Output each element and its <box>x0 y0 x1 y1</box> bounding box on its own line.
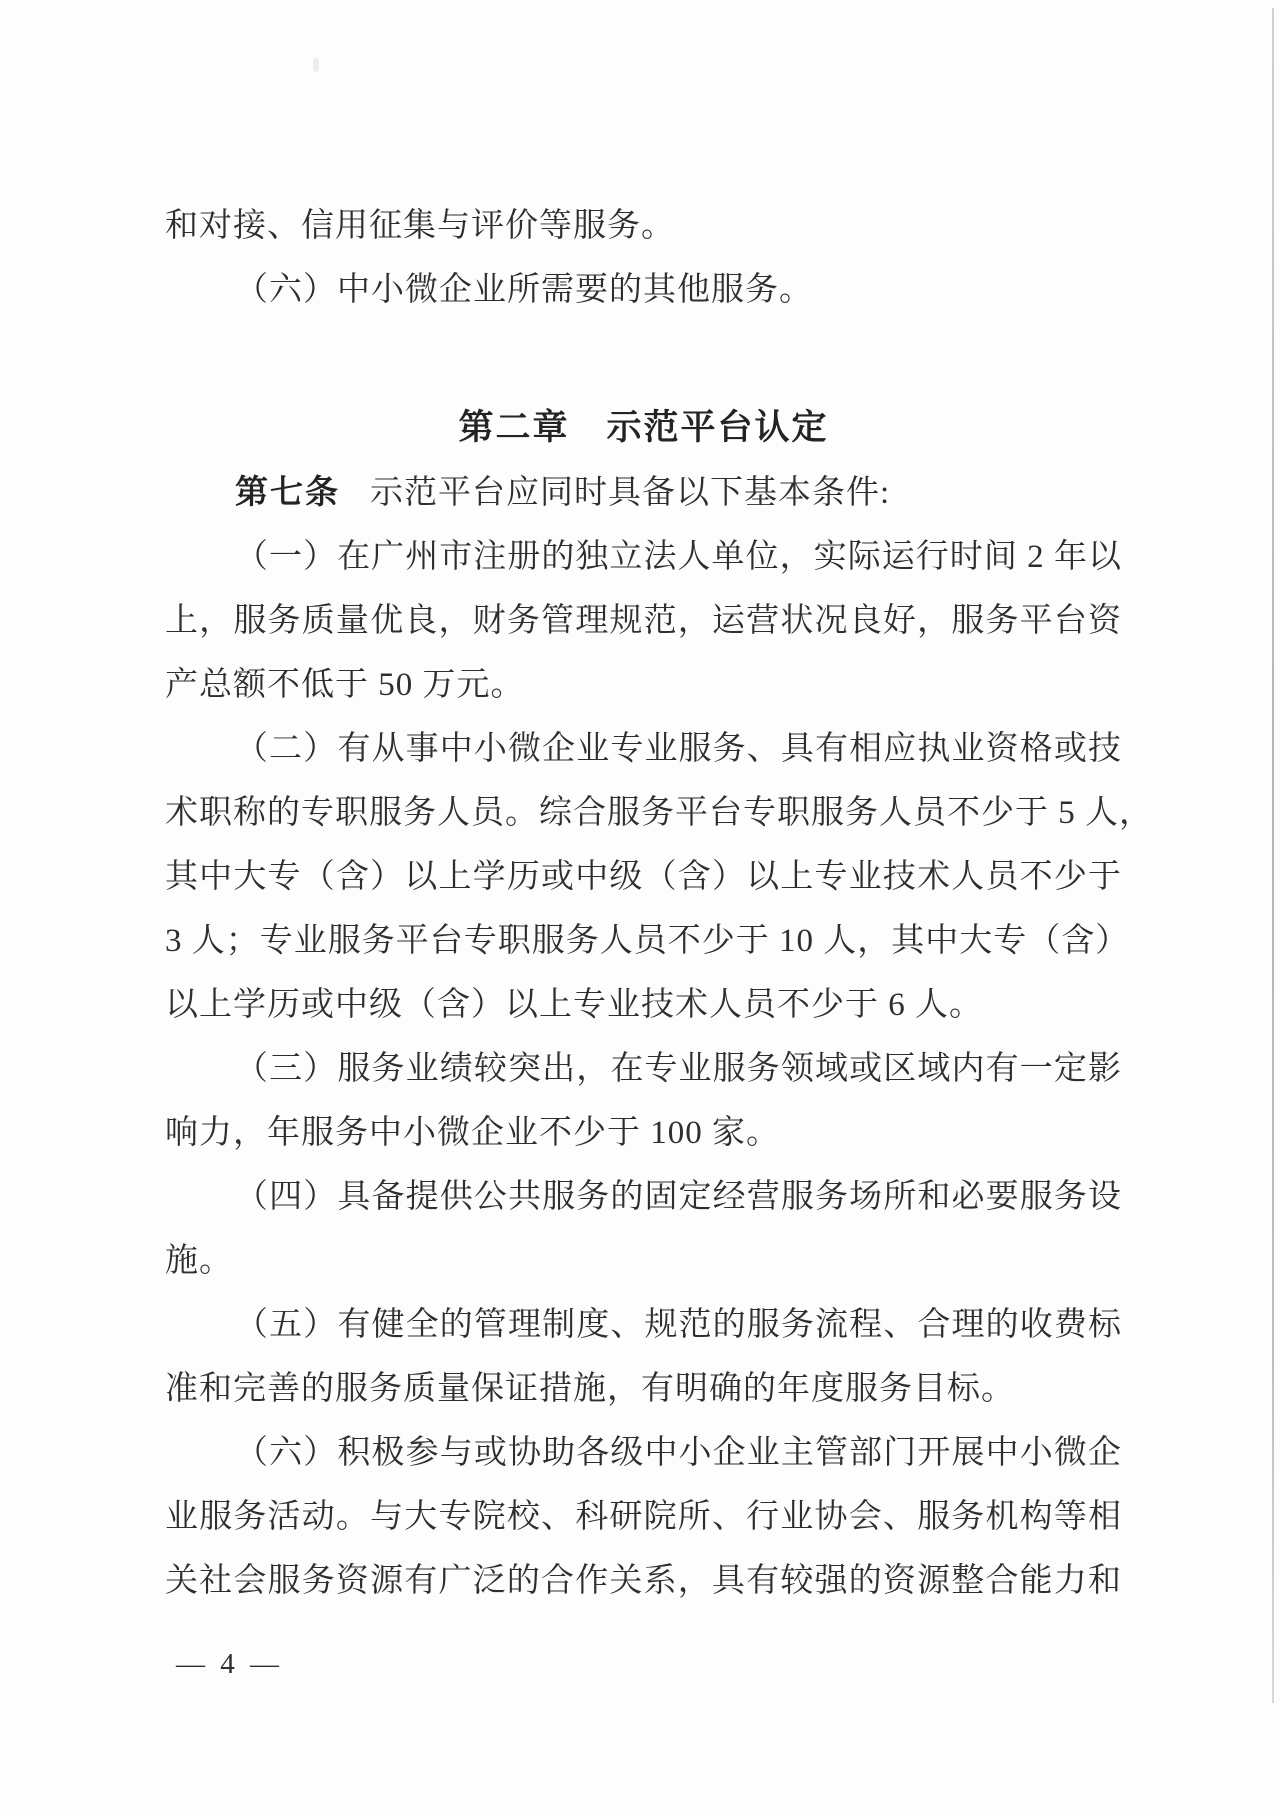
item-2-line-4: 3 人；专业服务平台专职服务人员不少于 10 人，其中大专（含） <box>165 923 1130 959</box>
item-2-line-5: 以上学历或中级（含）以上专业技术人员不少于 6 人。 <box>165 987 983 1023</box>
item-6-line-3: 关社会服务资源有广泛的合作关系，具有较强的资源整合能力和 <box>165 1563 1122 1599</box>
chapter-heading: 第二章 示范平台认定 <box>458 408 829 447</box>
item-6-line-2: 业服务活动。与大专院校、科研院所、行业协会、服务机构等相 <box>165 1499 1122 1535</box>
item-4-line-1: （四）具备提供公共服务的固定经营服务场所和必要服务设 <box>235 1179 1122 1215</box>
text-column <box>165 194 1153 1613</box>
item-2-line-1: （二）有从事中小微企业专业服务、具有相应执业资格或技 <box>235 731 1122 767</box>
clause-six-prev-article-line: （六）中小微企业所需要的其他服务。 <box>235 272 813 308</box>
item-1-line-1: （一）在广州市注册的独立法人单位，实际运行时间 2 年以 <box>235 539 1122 575</box>
article-7-intro: 示范平台应同时具备以下基本条件: <box>370 475 891 511</box>
article-7-label: 第七条 <box>235 473 340 510</box>
item-1-line-3: 产总额不低于 50 万元。 <box>165 667 525 703</box>
scan-speck-artifact <box>313 58 319 72</box>
item-3-line-1: （三）服务业绩较突出，在专业服务领域或区域内有一定影 <box>235 1051 1122 1087</box>
item-2-line-2: 术职称的专职服务人员。综合服务平台专职服务人员不少于 5 人， <box>165 795 1153 831</box>
item-2-line-3: 其中大专（含）以上学历或中级（含）以上专业技术人员不少于 <box>165 859 1122 895</box>
page-number: — 4 — <box>176 1648 283 1680</box>
item-3-line-2: 响力，年服务中小微企业不少于 100 家。 <box>165 1115 780 1151</box>
item-5-line-1: （五）有健全的管理制度、规范的服务流程、合理的收费标 <box>235 1307 1122 1343</box>
continuation-line: 和对接、信用征集与评价等服务。 <box>165 208 675 244</box>
item-6-line-1: （六）积极参与或协助各级中小企业主管部门开展中小微企 <box>235 1435 1122 1471</box>
scan-edge-artifact <box>1272 8 1274 1703</box>
item-4-line-2: 施。 <box>165 1243 233 1279</box>
item-1-line-2: 上，服务质量优良，财务管理规范，运营状况良好，服务平台资 <box>165 603 1122 639</box>
item-5-line-2: 准和完善的服务质量保证措施，有明确的年度服务目标。 <box>165 1371 1015 1407</box>
article-7-opening-line <box>165 460 1122 525</box>
